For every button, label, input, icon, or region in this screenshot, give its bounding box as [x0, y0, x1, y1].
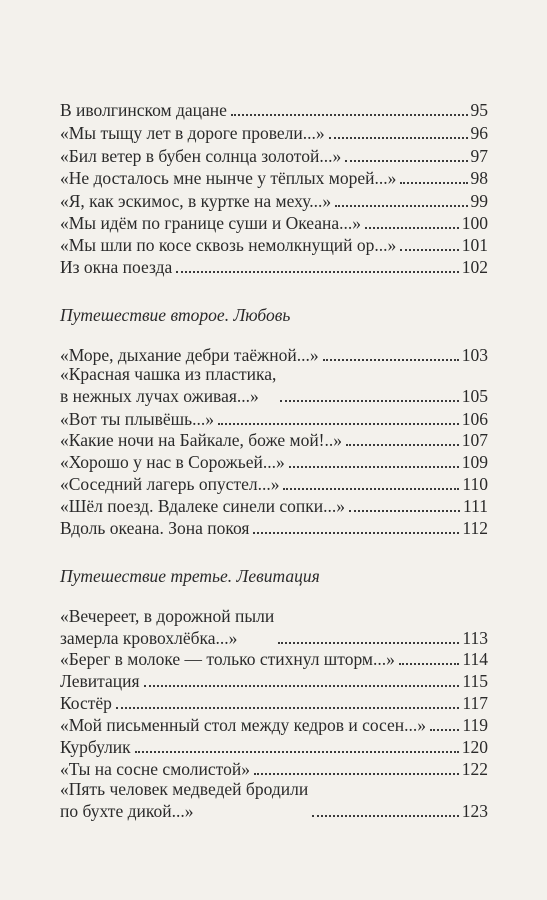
entry-title: «Бил ветер в бубен солнца золотой...» — [60, 146, 342, 166]
toc-entry — [60, 758, 488, 780]
dot-leader — [329, 137, 468, 139]
dot-leader — [144, 685, 460, 687]
toc-entry — [60, 605, 488, 649]
entry-page-number: 112 — [462, 518, 488, 538]
dot-leader — [254, 773, 459, 775]
dot-leader — [231, 114, 468, 116]
entry-title: «Хорошо у нас в Сорожьей...» — [60, 452, 285, 472]
toc-entry — [60, 648, 488, 670]
dot-leader — [400, 249, 458, 251]
entry-title: Из окна поезда — [60, 257, 173, 277]
toc-entry — [60, 234, 488, 256]
entry-title: Курбулик — [60, 737, 131, 757]
entry-title: «Мы тыщу лет в дороге провели...» — [60, 123, 325, 143]
entry-page-number: 111 — [463, 496, 488, 516]
toc-entry — [60, 670, 488, 692]
section-heading: Путешествие второе. Любовь — [60, 305, 291, 325]
entry-page-number: 98 — [470, 168, 488, 188]
entry-page-number: 99 — [470, 191, 488, 211]
entry-title: «Какие ночи на Байкале, боже мой!..» — [60, 430, 343, 450]
dot-leader — [116, 707, 459, 709]
toc-entry — [60, 778, 488, 822]
toc-entry — [60, 256, 488, 278]
toc-entry — [60, 495, 488, 517]
entry-title: «Мы шли по косе сквозь немолкнущий ор...» — [60, 235, 397, 255]
dot-leader — [400, 182, 467, 184]
entry-title: «Море, дыхание дебри таёжной...» — [60, 345, 319, 365]
entry-page-number: 119 — [462, 715, 488, 735]
entry-title: «Мы идём по границе суши и Океана...» — [60, 213, 362, 233]
entry-page-number: 115 — [462, 671, 488, 691]
entry-page-number: 110 — [462, 474, 488, 494]
toc-entry — [60, 122, 488, 144]
toc-entry — [60, 517, 488, 539]
toc-entry — [60, 167, 488, 189]
entry-title: «Шёл поезд. Вдалеке синели сопки...» — [60, 496, 345, 516]
dot-leader — [218, 423, 459, 425]
section-heading: Путешествие третье. Левитация — [60, 566, 320, 586]
entry-title: «Красная чашка из пластика, в нежных лучах оживая...» — [60, 364, 277, 406]
toc-entry — [60, 429, 488, 451]
dot-leader — [289, 466, 459, 468]
toc-entry — [60, 408, 488, 430]
entry-title: «Я, как эскимос, в куртке на меху...» — [60, 191, 332, 211]
entry-page-number: 107 — [461, 430, 488, 450]
dot-leader — [345, 160, 467, 162]
entry-page-number: 102 — [461, 257, 488, 277]
entry-title: «Ты на сосне смолистой» — [60, 759, 250, 779]
toc-entry — [60, 190, 488, 212]
toc-entry — [60, 736, 488, 758]
toc-entry — [60, 473, 488, 495]
dot-leader — [323, 359, 459, 361]
entry-page-number: 97 — [470, 146, 488, 166]
dot-leader — [365, 227, 459, 229]
dot-leader — [312, 815, 459, 817]
entry-page-number: 114 — [462, 649, 488, 669]
entry-page-number: 120 — [461, 737, 488, 757]
entry-page-number: 105 — [461, 386, 488, 406]
entry-title: «Берег в молоке — только стихнул шторм...» — [60, 649, 395, 669]
dot-leader — [253, 532, 459, 534]
entry-title: Вдоль океана. Зона покоя — [60, 518, 250, 538]
entry-page-number: 106 — [461, 409, 488, 429]
toc-entry — [60, 212, 488, 234]
entry-page-number: 113 — [462, 628, 488, 648]
dot-leader — [278, 642, 459, 644]
entry-page-number: 117 — [462, 693, 488, 713]
entry-page-number: 95 — [470, 100, 488, 120]
entry-page-number: 109 — [461, 452, 488, 472]
entry-title: «Пять человек медведей бродили по бухте дикой...» — [60, 779, 309, 821]
entry-title: «Мой письменный стол между кедров и сосен...» — [60, 715, 427, 735]
entry-title: В иволгинском дацане — [60, 100, 227, 120]
entry-page-number: 123 — [461, 801, 488, 821]
dot-leader — [349, 510, 460, 512]
entry-page-number: 122 — [461, 759, 488, 779]
toc-entry — [60, 692, 488, 714]
dot-leader — [399, 663, 460, 665]
dot-leader — [176, 271, 458, 273]
entry-title: «Вечереет, в дорожной пыли замерла кровохлёбка...» — [60, 606, 275, 648]
entry-title: «Не досталось мне нынче у тёплых морей...» — [60, 168, 397, 188]
entry-page-number: 101 — [461, 235, 488, 255]
entry-page-number: 103 — [461, 345, 488, 365]
toc-entry — [60, 99, 488, 121]
toc-entry — [60, 363, 488, 407]
dot-leader — [430, 729, 459, 731]
toc-entry — [60, 145, 488, 167]
entry-page-number: 100 — [461, 213, 488, 233]
entry-title: «Вот ты плывёшь...» — [60, 409, 214, 429]
toc-entry — [60, 451, 488, 473]
toc-entry — [60, 714, 488, 736]
dot-leader — [135, 751, 459, 753]
dot-leader — [346, 444, 459, 446]
dot-leader — [283, 488, 459, 490]
entry-title: Костёр — [60, 693, 112, 713]
dot-leader — [335, 205, 467, 207]
entry-title: Левитация — [60, 671, 140, 691]
entry-page-number: 96 — [470, 123, 488, 143]
entry-title: «Соседний лагерь опустел...» — [60, 474, 280, 494]
dot-leader — [280, 400, 458, 402]
